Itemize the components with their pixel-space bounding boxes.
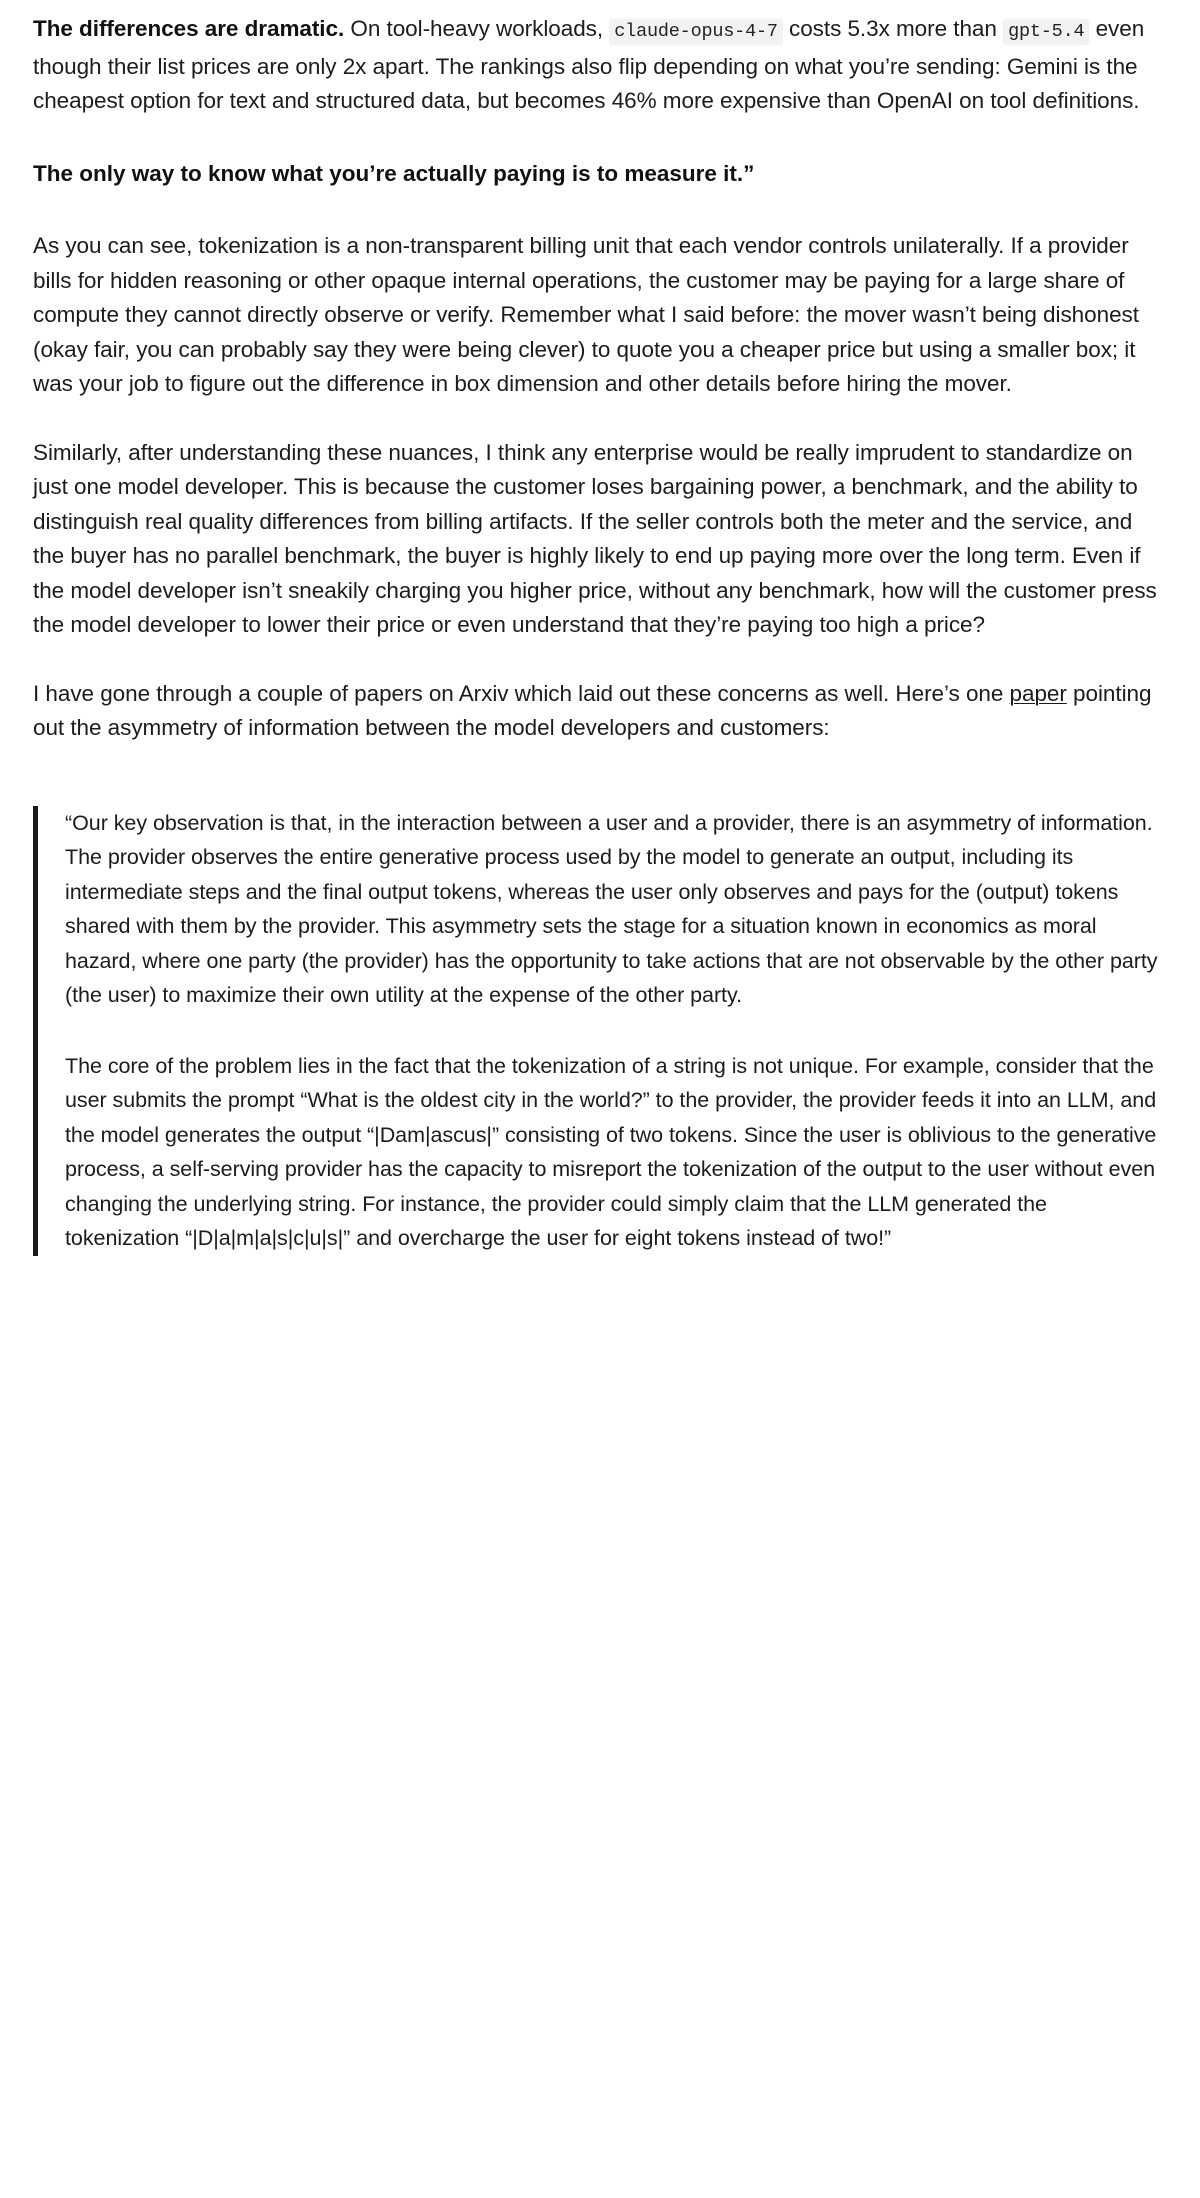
paragraph-differences-are-dramatic: [33, 12, 1165, 119]
blockquote-inner-spacer: [65, 1013, 1165, 1049]
paragraph-arxiv-papers: [33, 677, 1165, 746]
bold-callout-measure-it: The only way to know what you’re actually paying is to measure it.”: [33, 160, 755, 186]
inline-code-gpt-model: gpt-5.4: [1003, 19, 1089, 45]
paragraph-segment-3: even though their list prices are only 2x apart. The rankings also flip depending on what you’re sending: Gemini is the cheapest option for text and structured data, but becomes 46% more expensive than OpenAI on tool definitions.: [33, 16, 1145, 113]
papers-segment-2: pointing out the asymmetry of information between the model developers and customers:: [33, 680, 1152, 740]
papers-segment-1: I have gone through a couple of papers on Arxiv which laid out these concerns as well. Here’s one: [33, 680, 1010, 706]
blockquote-segment-2: ” consisting of two tokens. Since the user is oblivious to the generative process, a self-serving provider has the capacity to misreport the tokenization of the output to the user without even changing the underlying string. For instance, the provider could simply claim that the LLM generated the tokenization “: [65, 1122, 1157, 1250]
spacer-top: [33, 0, 1165, 12]
blockquote-paper-excerpt: [33, 806, 1165, 1256]
spacer-after-standardize: [33, 643, 1165, 677]
paragraph-tokenization-billing-unit: As you can see, tokenization is a non-transparent billing unit that each vendor controls unilaterally. If a provider bills for hidden reasoning or other opaque internal operations, the customer may be paying for a large share of compute they cannot directly observe or verify. Remember what I said before: the mover wasn’t being dishonest (okay fair, you can probably say they were being clever) to quote you a cheaper price but using a smaller box; it was your job to figure out the difference in box dimension and other details before hiring the mover.: [33, 233, 1139, 396]
token-example-damascus-two: |Dam|ascus|: [374, 1122, 492, 1147]
paragraph-segment-2: costs 5.3x more than: [782, 16, 1004, 41]
spacer-after-tokenization: [33, 402, 1165, 436]
spacer-after-callout: [33, 191, 1165, 229]
blockquote-segment-1: The core of the problem lies in the fact that the tokenization of a string is not unique. For example, consider that the user submits the prompt “What is the oldest city in the world?” to the provider, the provider feeds it into an LLM, and the model generates the output “: [65, 1053, 1157, 1147]
spacer-before-blockquote-2: [33, 784, 1165, 806]
token-example-damascus-eight: |D|a|m|a|s|c|u|s|: [192, 1226, 344, 1250]
blockquote-paragraph-observation: “Our key observation is that, in the interaction between a user and a provider, there is an asymmetry of information. The provider observes the entire generative process used by the model to generate an output, including its intermediate steps and the final output tokens, whereas the user only observes and pays for the (output) tokens shared with them by the provider. This asymmetry sets the stage for a situation known in economics as moral hazard, where one party (the provider) has the opportunity to take actions that are not observable by the other party (the user) to maximize their own utility at the expense of the other party.: [65, 810, 1158, 1007]
paper-link[interactable]: paper: [1009, 680, 1067, 706]
inline-code-claude-model: claude-opus-4-7: [609, 19, 783, 45]
paragraph-segment-1: On tool-heavy workloads,: [344, 16, 610, 41]
blockquote-paragraph-core-problem: [65, 1049, 1165, 1256]
paragraph-standardize-one-developer: Similarly, after understanding these nuances, I think any enterprise would be really imprudent to standardize on just one model developer. This is because the customer loses bargaining power, a benchmark, and the ability to distinguish real quality differences from billing artifacts. If the seller controls both the meter and the service, and the buyer has no parallel benchmark, the buyer is highly likely to end up paying more over the long term. Even if the model developer isn’t sneakily charging you higher price, without any benchmark, how will the customer press the model developer to lower their price or even understand that they’re paying too high a price?: [33, 439, 1157, 637]
lead-bold-text: The differences are dramatic.: [33, 16, 345, 41]
spacer-after-first-paragraph: [33, 119, 1165, 157]
spacer-before-blockquote: [33, 746, 1165, 784]
blockquote-segment-3: ” and overcharge the user for eight tokens instead of two!”: [343, 1226, 892, 1250]
